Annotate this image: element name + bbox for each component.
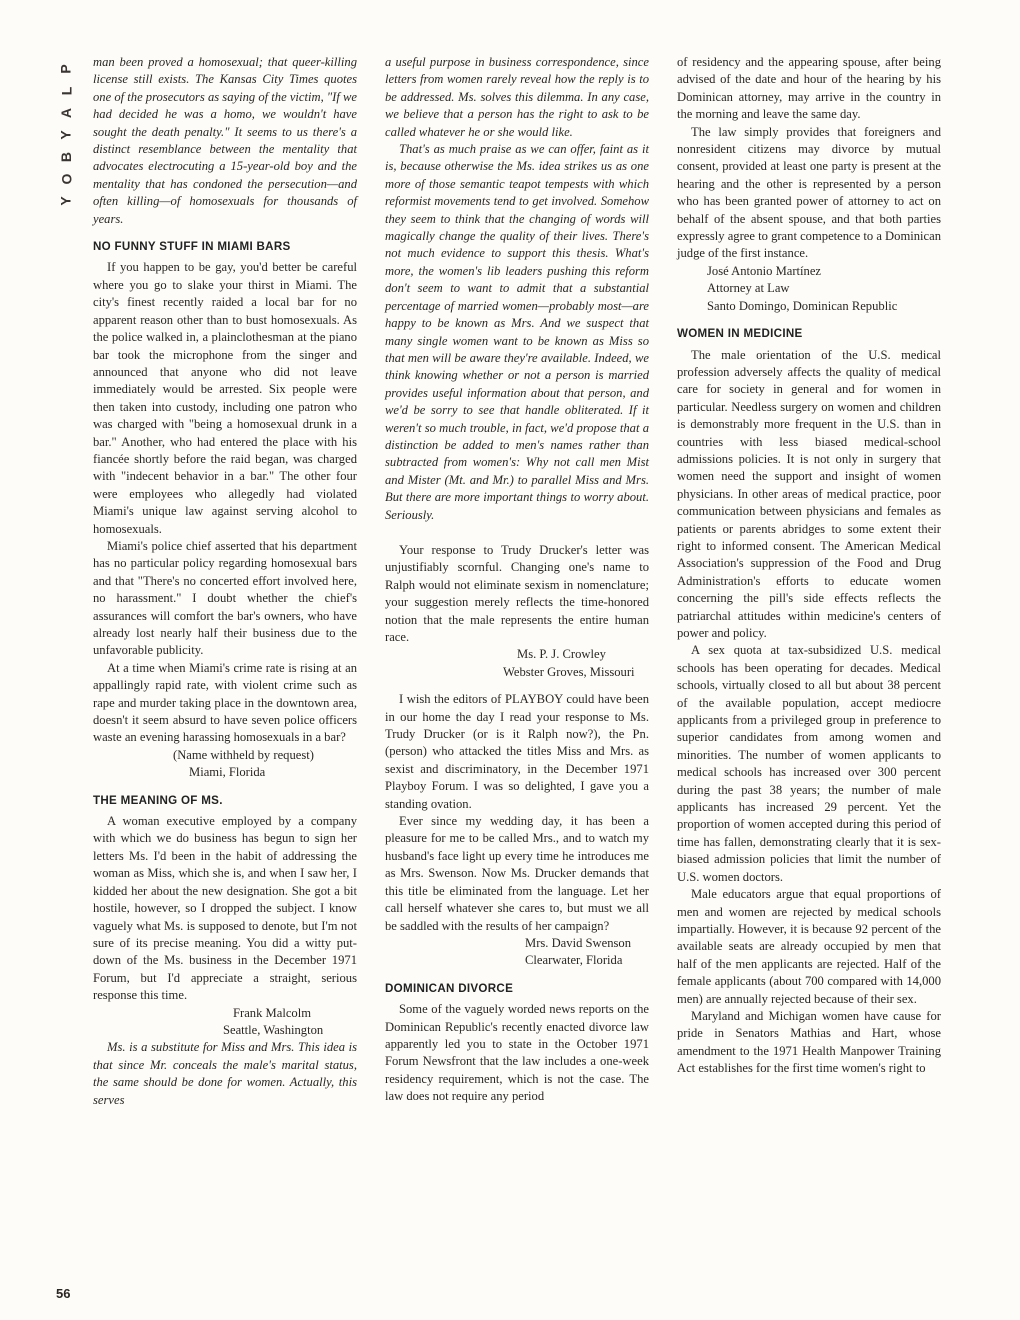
signature-title: Attorney at Law [707,281,790,296]
letter-paragraph: of residency and the appearing spouse, after being advised of the date and hour of the hearing by his Dominican attorney, may arrive in the country in the morning and leave the same day. [677,55,941,122]
signature-name: Frank Malcolm [233,1005,311,1020]
letter-paragraph: Male educators argue that equal proportions of men and women are rejected by medical schools impartially. However, it is because 92 percent of the available seats are already occupied by men that half of the men applicants are rejected. Half of the female applicants (about 700 compared with 14,000 men) are annually rejected because of their sex. [677,887,941,1006]
letter-paragraph: At a time when Miami's crime rate is rising at an appallingly rapid rate, with violent crime such as rape and murder taking place in the downtown area, doesn't it seem absurd to have seven police officers waste an evening harassing homosexuals in a bar? [93,660,357,745]
signature-name: Ms. P. J. Crowley [517,647,606,662]
signature-name: José Antonio Martínez [707,263,822,278]
letter-paragraph: Ever since my wedding day, it has been a pleasure for me to be called Mrs., and to watch my husband's face light up every time he introduces me as Mrs. Swenson. Now Ms. Drucker demands that this title be eliminated from the language. Let her call herself whatever she cares to, but must we all be saddled with the results of her campaign? [385,814,649,933]
editorial-reply: a useful purpose in business correspondence, since letters from women rarely reveal how the reply is to be addressed. Ms. solves this dilemma. In any case, we believe that a person has the right to ask to be called whatever he or she would like. [385,55,649,139]
column-1 [93,54,357,1109]
letter-paragraph: Maryland and Michigan women have cause for pride in Senators Mathias and Hart, whose amendment to the 1971 Health Manpower Training Act establishes for the first time women's right to [677,1008,941,1076]
letter-paragraph: The male orientation of the U.S. medical profession adversely affects the quality of medical care for society in general and for women in particular. Needless surgery on women and children is demonstrably more frequent in the U.S. than in countries with less biased medical-school admissions policies. It is not only in surgery that women need the support and insight of women physicians. In other areas of medical practice, poor communication between physicians and females as patients or parents abridges to some extent their right to informed consent. The American Medical Association's suppression of the Food and Drug Administration's efforts to educate women concerning the pill's side effects reflects the patriarchal attitudes within medicine's centers of power and policy. [677,347,941,640]
letter-paragraph: I wish the editors of PLAYBOY could have been in our home the day I read your response to Ms. Trudy Drucker (or is it Ralph now?), the Pn. (person) who attacked the titles Miss and Mrs. as sexist and discriminatory, in the December 1971 Playboy Forum. I was so delighted, I gave you a standing ovation. [385,692,649,811]
section-heading-meaning-of-ms: THE MEANING OF MS. [93,793,223,807]
signature-place: Clearwater, Florida [525,953,623,968]
section-heading-miami-bars: NO FUNNY STUFF IN MIAMI BARS [93,240,291,254]
signature-place: Miami, Florida [189,765,266,780]
letter-paragraph: Miami's police chief asserted that his department has no particular policy regarding homosexual bars and that "There's no concerted effort involved here, no harassment." I doubt whether the chief's assurances will comfort the bar's owners, who have already lost nearly half their business due to the unfavorable publicity. [93,538,357,658]
letter-paragraph: Some of the vaguely worded news reports on the Dominican Republic's recently enacted divorce law apparently led you to state in the October 1971 Forum Newsfront that the law includes a one-week residency requirement, which is not the case. The law does not require any period [385,1002,649,1104]
editorial-reply: Ms. is a substitute for Miss and Mrs. This idea is that since Mr. conceals the male's marital status, the same should be done for women. Actually, this serves [93,1040,357,1107]
section-heading-women-in-medicine: WOMEN IN MEDICINE [677,327,803,341]
signature-name: Mrs. David Swenson [525,935,631,950]
letter-paragraph: If you happen to be gay, you'd better be careful where you go to slake your thirst in Miami. The city's finest recently raided a local bar for no apparent reason other than to bust homosexuals. As the police walked in, a plainclothesman at the piano bar took the microphone from the singer and announced that anyone who did not leave immediately would be arrested. Six people were then taken into custody, including one patron who was charged with "being a homosexual drunk in a bar." Another, who had entered the place with his fiancée shortly before the raid began, was charged with "indecent behavior in a bar." The other four were employees who allegedly had violated Miami's unique law against serving alcohol to homosexuals. [93,260,357,536]
signature-place: Seattle, Washington [223,1022,324,1037]
letter-paragraph: The law simply provides that foreigners and nonresident citizens may divorce by mutual consent, provided at least one party is present at the hearing and the other is represented by a person who has been granted power of attorney to act on behalf of the absent spouse, and that both parties expressly agree to grant competence to a Dominican judge of the first instance. [677,124,942,261]
letter-paragraph: Your response to Trudy Drucker's letter was unjustifiably scornful. Changing one's name to Ralph would not eliminate sexism in nomenclature; your suggestion merely reflects the time-honored notion that the male represents the entire human race. [385,542,649,644]
column-3 [677,54,941,1078]
section-heading-dominican-divorce: DOMINICAN DIVORCE [385,981,514,995]
letter-paragraph: A sex quota at tax-subsidized U.S. medical schools has been operating for decades. Medical schools, virtually closed to all but about 38 percent of the available population, accept mediocre applicants from a privileged group in preference to superior candidates from among women and minorities. The number of women applicants to medical schools has increased over 300 percent during the past 38 years; the number of male applicants has increased 29 percent. Yet the proportion of women accepted during this period of time has fallen, demonstrating clearly that it is sex-biased admission policies that limit the number of U.S. women doctors. [677,643,941,884]
editorial-reply: That's as much praise as we can offer, faint as it is, because otherwise the Ms. idea strikes us as one more of those semantic teapot tempests with which reformist movements tend to get involved. Somehow they seem to think that the changing of words will magically change the quality of their lives. There's not much evidence to support this thesis. What's more, the women's lib leaders pushing this reform don't seem to want to admit that a substantial percentage of married women—probably most—are happy to be known as Mrs. And we suspect that many single women want to be known as Miss so that men will be aware they're available. Indeed, we think knowing whether or not a person is married provides useful information about that person, and we'd be sorry to see that handle obliterated. If it weren't so much trouble, in fact, we'd propose that a distinction be added to men's names rather than subtracted from women's: Why not call men Mist and Mister (Mt. and Mr.) to parallel Miss and Mrs. But there are more important things to worry about. Seriously. [385,142,649,522]
signature-place: Santo Domingo, Dominican Republic [707,298,898,313]
editorial-reply-intro: man been proved a homosexual; that queer-killing license still exists. The Kansas City Times quotes one of the prosecutors as saying of the victim, "If we had decided he was a homo, we wouldn't have sought the death penalty." It seems to us there's a distinct resemblance between the mentality that advocates electrocuting a 15-year-old boy and the mentality that has condoned the persecution—and often killing—of homosexuals for thousands of years. [93,55,358,226]
page-number: 56 [56,1286,71,1301]
signature-name: (Name withheld by request) [173,747,314,762]
column-2 [385,54,649,1106]
letter-paragraph: A woman executive employed by a company with which we do business has begun to sign her letters Ms. I'd been in the habit of addressing the woman as Miss, which she is, and when I saw her, I kidded her about the new designation. She got a bit hostile, however, so I dropped the subject. I know vaguely what Ms. is supposed to denote, but I'm not sure of its precise meaning. You did a witty put-down of the Ms. business in the December 1971 Forum, but I'd appreciate a straight, serious response this time. [93,814,357,1003]
running-head: P L A Y B O Y [57,64,74,206]
signature-place: Webster Groves, Missouri [503,664,635,679]
